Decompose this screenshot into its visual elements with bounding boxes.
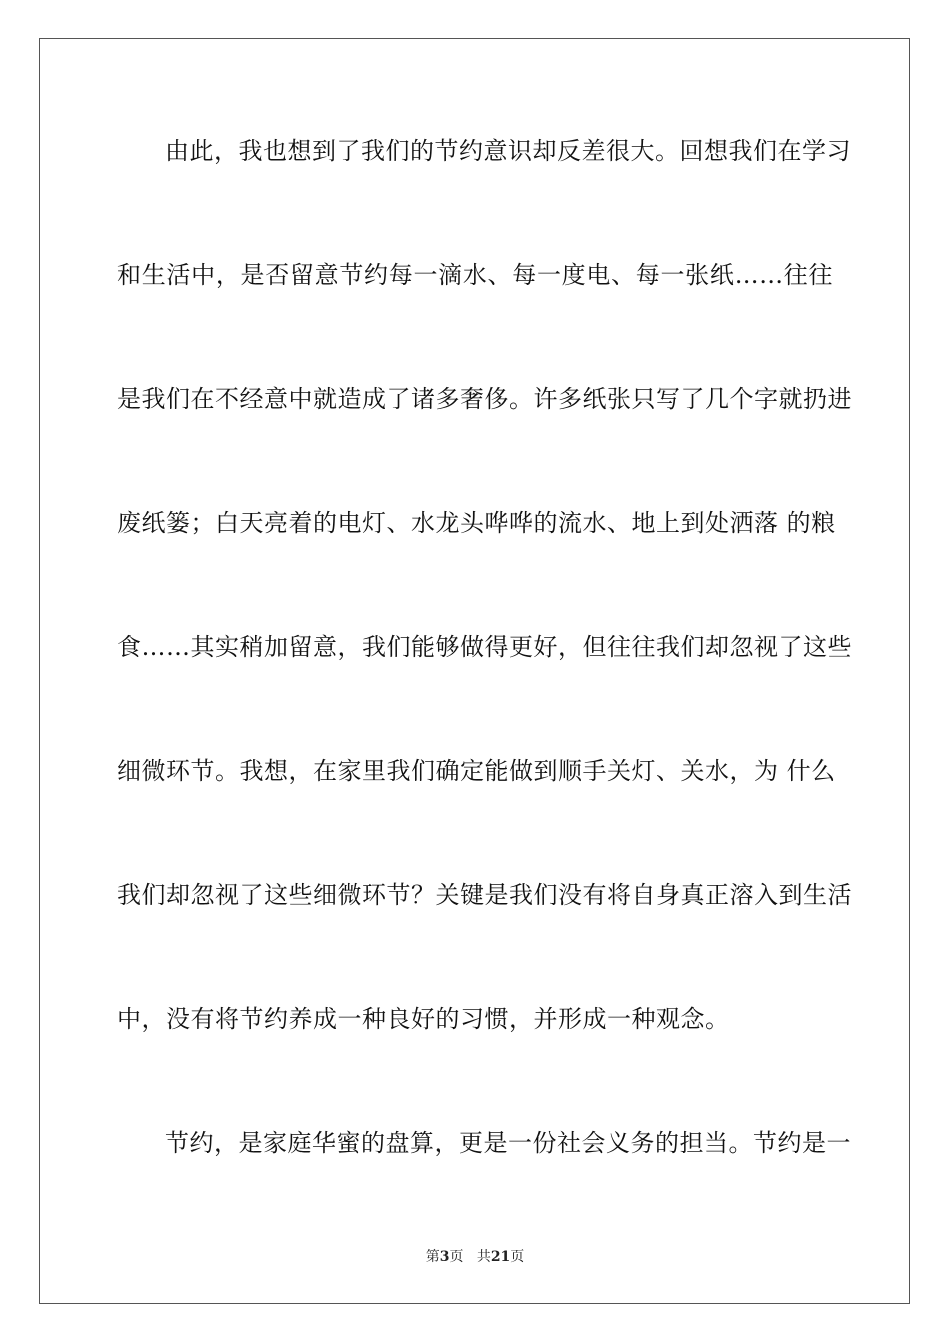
paragraph-1-line-2: 和生活中，是否留意节约每一滴水、每一度电、每一张纸……往往: [117, 261, 833, 289]
page-number: 3: [439, 1249, 450, 1265]
page-footer: [0, 1248, 950, 1266]
paragraph-1-line-6: 细微环节。我想，在家里我们确定能做到顺手关灯、关水，为 什么: [117, 757, 836, 785]
paragraph-1-line-3: 是我们在不经意中就造成了诸多奢侈。许多纸张只写了几个字就扔进: [117, 385, 852, 413]
page-frame: [39, 38, 910, 1304]
page-prefix: 第: [425, 1249, 440, 1265]
paragraph-1-line-1: 由此，我也想到了我们的节约意识却反差很大。回想我们在学习: [165, 137, 851, 165]
paragraph-1-line-7: 我们却忽视了这些细微环节？关键是我们没有将自身真正溶入到生活: [117, 881, 852, 909]
page-suffix: 页: [449, 1249, 464, 1265]
paragraph-1-line-5: 食……其实稍加留意，我们能够做得更好，但往往我们却忽视了这些: [117, 633, 852, 661]
total-pages: 21: [490, 1249, 511, 1265]
total-suffix: 页: [510, 1249, 525, 1265]
total-prefix: 共: [476, 1249, 491, 1265]
paragraph-1-line-4: 废纸篓；白天亮着的电灯、水龙头哗哗的流水、地上到处洒落 的粮: [117, 509, 836, 537]
paragraph-1-line-8: 中，没有将节约养成一种良好的习惯，并形成一种观念。: [117, 1005, 730, 1033]
paragraph-2-line-1: 节约，是家庭华蜜的盘算，更是一份社会义务的担当。节约是一: [165, 1129, 851, 1157]
